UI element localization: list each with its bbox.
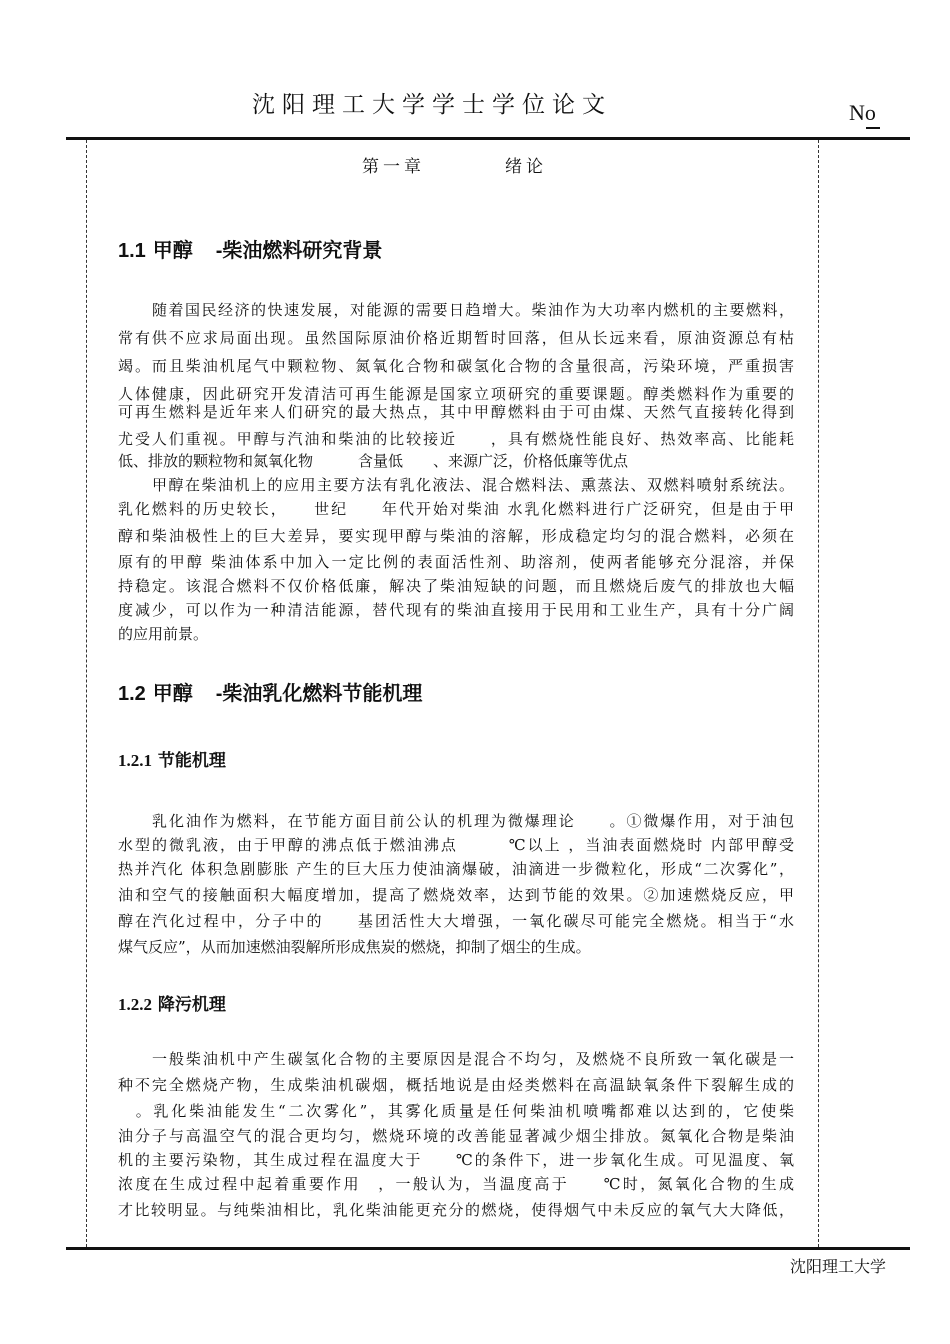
footer-school-name: 沈阳理工大学 [790,1257,887,1276]
text-line: 乳化油作为燃料，在节能方面目前公认的机理为微爆理论 。①微爆作用，对于油包 [152,812,794,830]
text-line: 才比较明显。与纯柴油相比，乳化柴油能更充分的燃烧，使得烟气中未反应的氧气大大降低， [118,1201,794,1219]
section-number: 1.2 [118,683,146,705]
header-rule [66,137,910,140]
text-line: 热并汽化 体积急剧膨胀 产生的巨大压力使油滴爆破，油滴进一步微粒化，形成“二次雾化”， [118,860,794,878]
text-line: 机的主要污染物，其生成过程在温度大于 ℃的条件下，进一步氧化生成。可见温度、氧 [118,1151,794,1169]
subsection-heading-1-2-2 [118,990,226,1015]
text-line: 竭。而且柴油机尾气中颗粒物、氮氧化合物和碳氢化合物的含量很高，污染环境，严重损害 [118,357,794,375]
text-line: 醇在汽化过程中，分子中的 基团活性大大增强，一氧化碳尽可能完全燃烧。相当于“水 [118,912,794,930]
text-line: 人体健康，因此研究开发清洁可再生能源是国家立项研究的重要课题。醇类燃料作为重要的 [118,385,794,403]
section-title-b: -柴油燃料研究背景 [215,240,383,262]
subsection-title: 节能机理 [157,751,226,771]
text-line: 持稳定。该混合燃料不仅价格低廉，解决了柴油短缺的问题，而且燃烧后废气的排放也大幅 [118,577,794,595]
section-number: 1.1 [118,240,146,262]
text-line: 油和空气的接触面积大幅度增加，提高了燃烧效率，达到节能的效果。②加速燃烧反应，甲 [118,886,794,904]
text-line: 种不完全燃烧产物，生成柴油机碳烟，概括地说是由烃类燃料在高温缺氧条件下裂解生成的 [118,1076,794,1094]
text-line: 一般柴油机中产生碳氢化合物的主要原因是混合不均匀，及燃烧不良所致一氧化碳是一 [152,1050,794,1068]
subsection-number: 1.2.2 [118,995,152,1014]
text-line: 乳化燃料的历史较长， 世纪 年代开始对柴油 水乳化燃料进行广泛研究，但是由于甲 [118,500,794,518]
right-margin-line [818,140,819,1247]
chapter-title: 绪论 [505,157,547,177]
text-line: 度减少，可以作为一种清洁能源，替代现有的柴油直接用于民用和工业生产，具有十分广阔 [118,601,794,619]
text-line: 常有供不应求局面出现。虽然国际原油价格近期暂时回落，但从长远来看，原油资源总有枯 [118,329,794,347]
text-line: 甲醇在柴油机上的应用主要方法有乳化液法、混合燃料法、熏蒸法、双燃料喷射系统法。 [152,476,794,494]
text-line: 可再生燃料是近年来人们研究的最大热点，其中甲醇燃料由于可由煤、天然气直接转化得到 [118,403,794,421]
subsection-number: 1.2.1 [118,751,152,770]
footer-rule [66,1247,910,1250]
text-line: 浓度在生成过程中起着重要作用 ，一般认为，当温度高于 ℃时，氮氧化合物的生成 [118,1175,794,1193]
text-line: 水型的微乳液，由于甲醇的沸点低于燃油沸点 ℃以上 ，当油表面燃烧时 内部甲醇受 [118,836,794,854]
subsection-title: 降污机理 [157,995,226,1015]
section-title-a: 甲醇 [152,681,193,705]
text-line: 的应用前景。 [118,625,209,643]
text-line: 尤受人们重视。甲醇与汽油和柴油的比较接近 ，具有燃烧性能良好、热效率高、比能耗 [118,430,794,448]
page-number-label: No [849,100,876,125]
section-title-a: 甲醇 [152,238,193,262]
text-line: 醇和柴油极性上的巨大差异，要实现甲醇与柴油的溶解，形成稳定均匀的混合燃料，必须在 [118,527,794,545]
text-line: 煤气反应”，从而加速燃油裂解所形成焦炭的燃烧，抑制了烟尘的生成。 [118,938,591,956]
left-margin-line [86,140,87,1247]
text-line: 原有的甲醇 柴油体系中加入一定比例的表面活性剂、助溶剂，使两者能够充分混溶，并保 [118,553,794,571]
text-line: 低、排放的颗粒物和氮氧化物 含量低 、来源广泛，价格低廉等优点 [118,452,629,470]
header-title: 沈阳理工大学学士学位论文 [252,92,612,118]
chapter-number: 第一章 [362,157,425,177]
page-number-underline [866,127,880,129]
subsection-heading-1-2-1 [118,746,226,771]
text-line: 随着国民经济的快速发展，对能源的需要日趋增大。柴油作为大功率内燃机的主要燃料， [152,301,794,319]
section-heading-1-2 [118,677,422,706]
section-title-b: -柴油乳化燃料节能机理 [215,683,423,705]
text-line: 油分子与高温空气的混合更均匀，燃烧环境的改善能显著减少烟尘排放。氮氧化合物是柴油 [118,1127,794,1145]
text-line: 。乳化柴油能发生“二次雾化”，其雾化质量是任何柴油机喷嘴都难以达到的，它使柴 [118,1102,794,1120]
section-heading-1-1 [118,234,382,263]
